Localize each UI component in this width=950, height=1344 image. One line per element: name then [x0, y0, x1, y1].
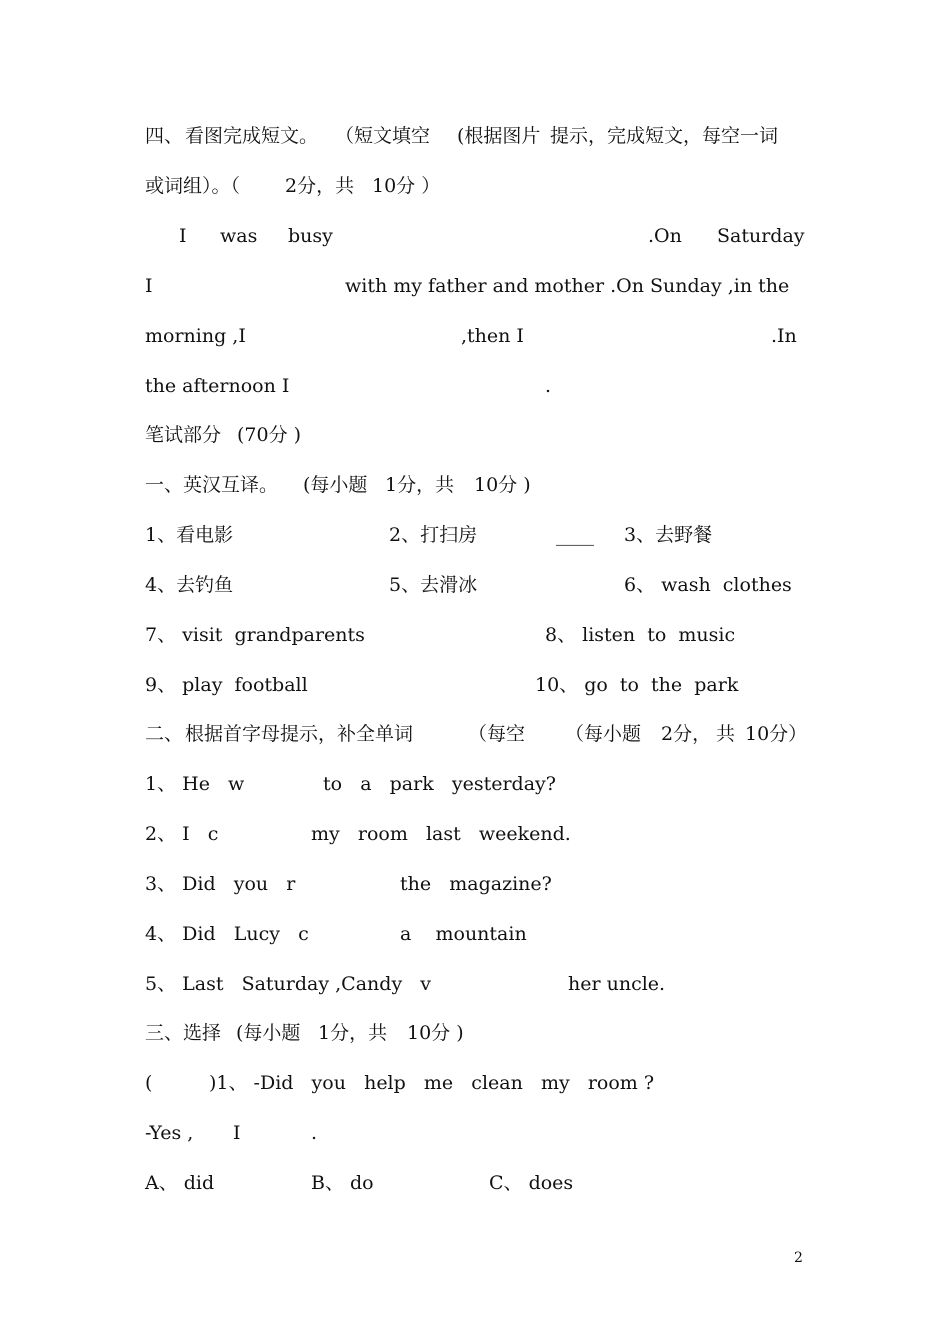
passage-text: I [179, 225, 187, 247]
question-text: -Yes , [145, 1122, 194, 1144]
passage-text: the afternoon I [145, 375, 290, 397]
section-four-heading-cont [145, 171, 807, 201]
translation-item: 5、去滑冰 [389, 574, 478, 596]
question-text: my room last weekend. [311, 823, 571, 845]
option-c: C、 does [489, 1172, 574, 1194]
passage-text: . [545, 375, 552, 397]
passage-text: Saturday [717, 225, 805, 247]
heading-text: 或词组）。（ [145, 175, 241, 197]
passage-line [145, 321, 807, 351]
question-text: a mountain [400, 923, 527, 945]
heading-text: (根据图片 [457, 125, 541, 147]
heading-text: （每小题 [565, 723, 642, 745]
question-line [145, 869, 807, 899]
heading-number: 四、 [145, 125, 184, 147]
passage-line [145, 271, 807, 301]
passage-line [145, 221, 807, 251]
heading-text: 2分， [661, 723, 712, 745]
passage-text: .On [648, 225, 682, 247]
passage-text: busy [288, 225, 333, 247]
passage-text: with my father and mother .On Sunday ,in the [345, 275, 790, 297]
question-text: . [311, 1122, 318, 1144]
heading-text: 提示，完成短文，每空一词 [550, 125, 779, 147]
question-line [145, 1068, 807, 1098]
passage-text: morning ,I [145, 325, 246, 347]
question-text: to a park yesterday? [323, 773, 556, 795]
heading-text: 根据首字母提示，补全单词 [185, 723, 414, 745]
translation-item: 4、去钓鱼 [145, 574, 234, 596]
heading-text: （每空 [468, 723, 526, 745]
heading-text: 10分） [745, 723, 808, 745]
question-text: I [233, 1122, 241, 1144]
section-one-heading [145, 470, 807, 500]
written-part-title [145, 420, 807, 450]
heading-text: 10分 ） [372, 175, 441, 197]
option-a: A、 did [145, 1172, 215, 1194]
answer-bracket: ( [145, 1072, 153, 1094]
page-number: 2 [794, 1250, 803, 1266]
translation-row [145, 620, 807, 650]
title-text: 笔试部分 [145, 424, 222, 446]
question-line [145, 969, 807, 999]
passage-text: .In [771, 325, 797, 347]
heading-text: 一、英汉互译。 [145, 474, 279, 496]
translation-row [145, 670, 807, 700]
heading-text: 10分 ) [474, 474, 531, 496]
question-line [145, 819, 807, 849]
translation-row [145, 520, 807, 550]
translation-item: 3、去野餐 [624, 524, 713, 546]
translation-item: 1、看电影 [145, 524, 234, 546]
passage-line [145, 371, 807, 401]
translation-item: 10、 go to the park [535, 674, 739, 696]
passage-text: was [220, 225, 258, 247]
translation-item: 2、打扫房 [389, 524, 478, 546]
question-line [145, 919, 807, 949]
heading-text: 共 [716, 723, 736, 745]
heading-number: 二、 [145, 723, 184, 745]
translation-item: 9、 play football [145, 674, 308, 696]
options-line [145, 1168, 807, 1198]
heading-text: 1分，共 [385, 474, 455, 496]
heading-text: 2分，共 [285, 175, 355, 197]
question-text: her uncle. [568, 973, 666, 995]
heading-text: 看图完成短文。 [185, 125, 319, 147]
section-two-heading [145, 719, 807, 749]
heading-text: （短文填空 [335, 125, 431, 147]
question-text: 2、 I c [145, 823, 219, 845]
answer-blank: ____ [556, 524, 594, 546]
question-text: the magazine? [400, 873, 552, 895]
heading-text: (每小题 [303, 474, 368, 496]
heading-text: 10分 ) [407, 1022, 464, 1044]
question-text: 3、 Did you r [145, 873, 296, 895]
heading-text: 三、选择 [145, 1022, 222, 1044]
question-line [145, 1118, 807, 1148]
question-line [145, 769, 807, 799]
option-b: B、 do [311, 1172, 374, 1194]
translation-item: 8、 listen to music [545, 624, 736, 646]
question-text: 5、 Last Saturday ,Candy v [145, 973, 432, 995]
question-text: )1、 -Did you help me clean my room ? [209, 1072, 655, 1094]
section-four-heading [145, 121, 807, 151]
question-text: 4、 Did Lucy c [145, 923, 309, 945]
translation-item: 7、 visit grandparents [145, 624, 365, 646]
question-text: 1、 He w [145, 773, 245, 795]
passage-text: ,then I [461, 325, 524, 347]
section-three-heading [145, 1018, 807, 1048]
heading-text: (每小题 [236, 1022, 301, 1044]
heading-text: 1分，共 [318, 1022, 388, 1044]
passage-text: I [145, 275, 153, 297]
translation-row [145, 570, 807, 600]
title-score: (70分 ) [237, 424, 302, 446]
translation-item: 6、 wash clothes [624, 574, 792, 596]
